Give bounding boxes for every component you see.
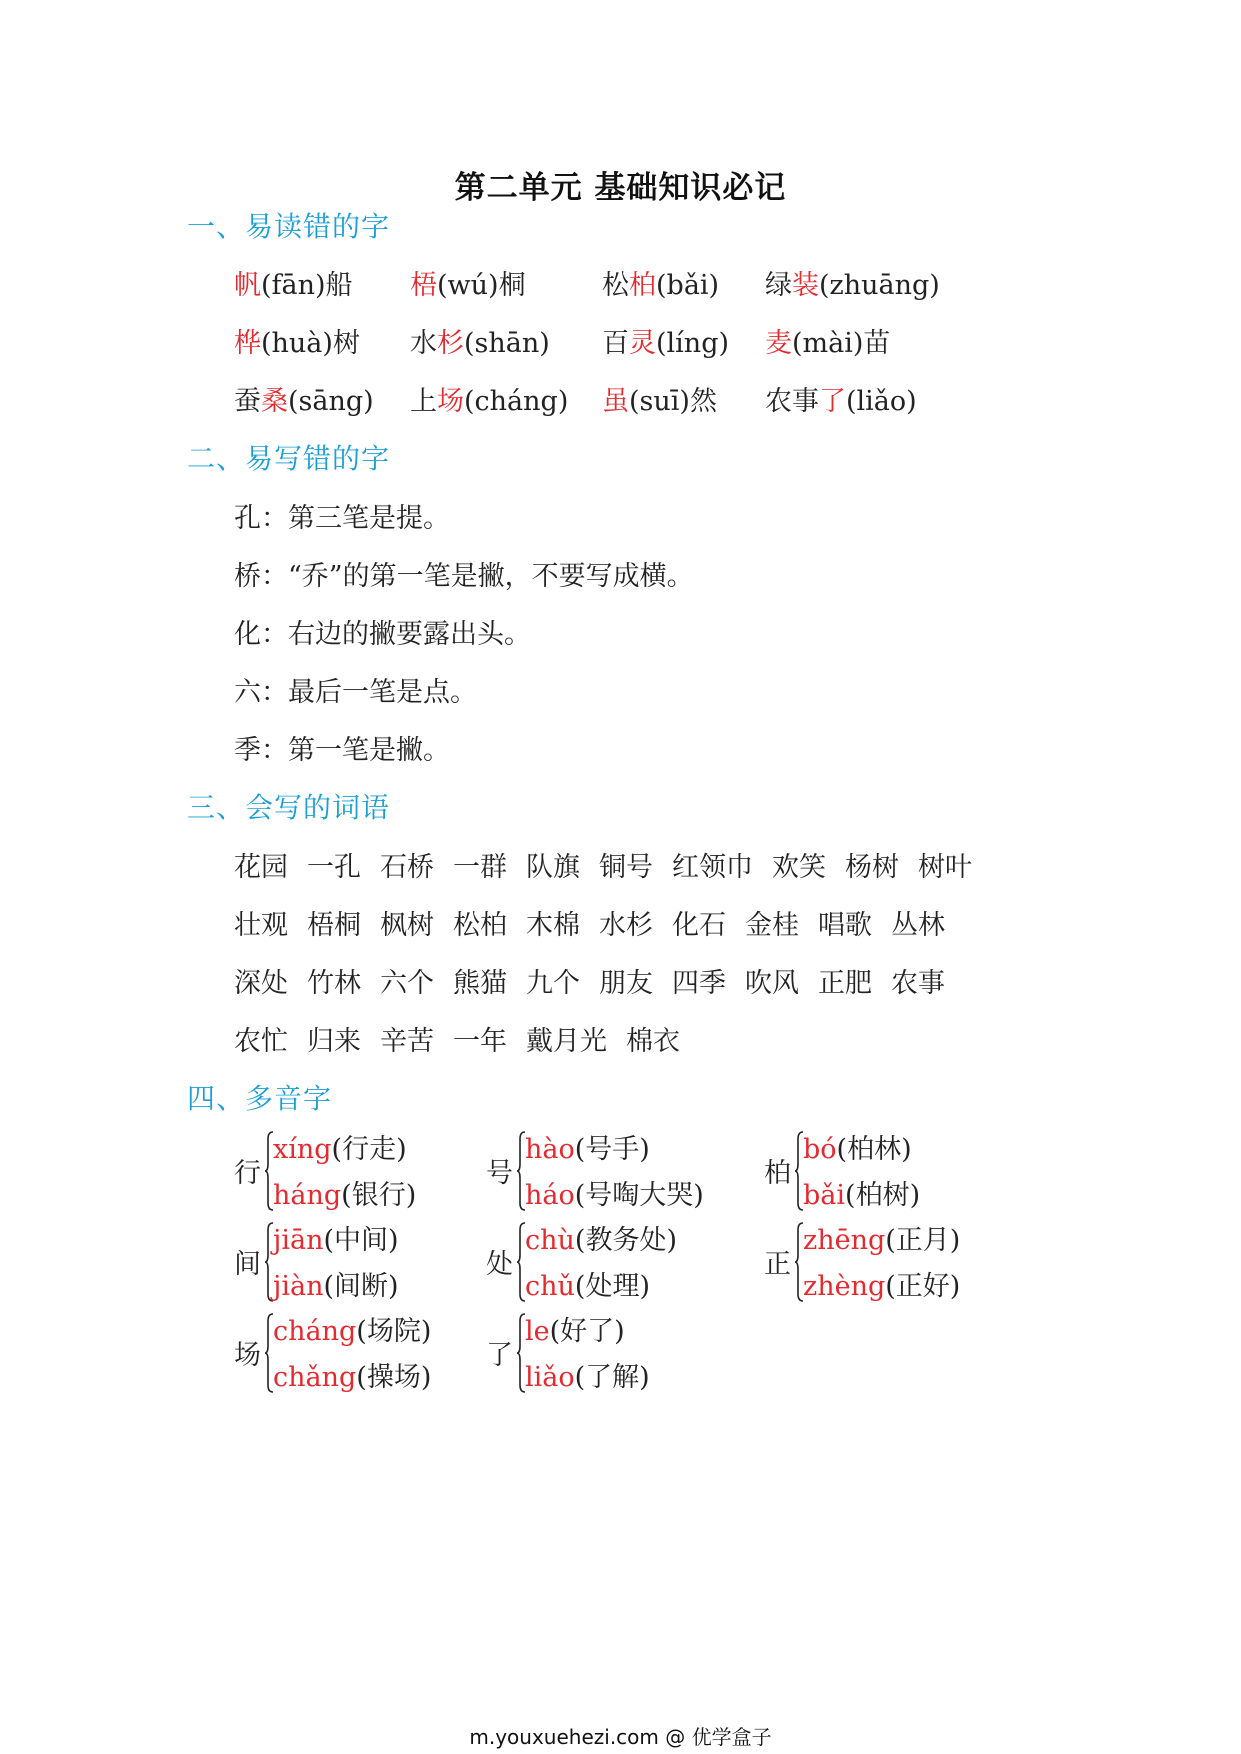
- footer-watermark: m.youxuehezi.com @ 优学盒子: [469, 1725, 772, 1749]
- word: 九个: [526, 968, 580, 999]
- polyphone-group: [486, 1218, 746, 1308]
- pinyin: háo: [525, 1180, 575, 1211]
- word-row: [234, 961, 964, 1000]
- context-text: 然: [689, 386, 717, 417]
- polyphone-reading: [803, 1218, 960, 1257]
- word: 戴月光: [526, 1026, 607, 1057]
- context-text: 苗: [863, 328, 891, 359]
- pinyin: (fān): [261, 270, 326, 301]
- highlight-char: 帆: [234, 270, 261, 301]
- highlight-char: 柏: [629, 270, 656, 301]
- context-text: 松: [602, 270, 629, 301]
- misread-item: [602, 321, 729, 360]
- polyphone-group: [234, 1127, 494, 1217]
- word: 欢笑: [772, 852, 826, 883]
- example-word: (柏林): [836, 1134, 912, 1165]
- polyphone-reading: [273, 1264, 399, 1303]
- highlight-char: 梧: [410, 270, 437, 301]
- context-text: 上: [410, 386, 437, 417]
- word: 深处: [234, 968, 288, 999]
- word: 农忙: [234, 1026, 288, 1057]
- example-word: (号啕大哭): [574, 1180, 704, 1211]
- polyphone-char: 柏: [764, 1158, 791, 1189]
- pinyin: (liǎo): [846, 386, 917, 417]
- highlight-char: 灵: [629, 328, 656, 359]
- pinyin: (wú): [437, 270, 499, 301]
- polyphone-char: 了: [486, 1340, 513, 1371]
- polyphone-reading: [273, 1355, 431, 1394]
- context-text: 船: [325, 270, 353, 301]
- word: 吹风: [745, 968, 799, 999]
- polyphone-char: 间: [234, 1249, 261, 1280]
- polyphone-char: 行: [234, 1158, 261, 1189]
- word: 红领巾: [672, 852, 753, 883]
- highlight-char: 了: [819, 386, 846, 417]
- misread-item: [234, 263, 353, 302]
- polyphone-group: [234, 1218, 494, 1308]
- example-word: (正月): [885, 1225, 961, 1256]
- pinyin: xíng: [273, 1134, 332, 1165]
- word: 一孔: [307, 852, 361, 883]
- word: 枫树: [380, 910, 434, 941]
- context-text: 百: [602, 328, 629, 359]
- pinyin: jiān: [273, 1225, 324, 1256]
- word: 队旗: [526, 852, 580, 883]
- word: 壮观: [234, 910, 288, 941]
- polyphone-reading: [273, 1309, 431, 1348]
- word-row: [234, 1019, 699, 1058]
- example-word: (好了): [549, 1316, 625, 1347]
- polyphone-char: 号: [486, 1158, 513, 1189]
- pinyin: bǎi: [803, 1180, 846, 1211]
- misread-item: [410, 321, 550, 360]
- word: 杨树: [845, 852, 899, 883]
- pinyin: (mài): [792, 328, 864, 359]
- word: 梧桐: [307, 910, 361, 941]
- context-text: 农事: [765, 386, 819, 417]
- pinyin: (huà): [261, 328, 333, 359]
- context-text: 树: [332, 328, 360, 359]
- misread-row: [0, 321, 1241, 361]
- word: 唱歌: [818, 910, 872, 941]
- pinyin: (líng): [656, 328, 730, 359]
- polyphone-reading: [803, 1127, 912, 1166]
- polyphone-reading: [803, 1264, 960, 1303]
- word: 石桥: [380, 852, 434, 883]
- polyphone-char: 处: [486, 1249, 513, 1280]
- context-text: 绿: [765, 270, 792, 301]
- pinyin: chǔ: [525, 1271, 575, 1302]
- misread-item: [410, 379, 568, 418]
- word: 辛苦: [380, 1026, 434, 1057]
- word: 木棉: [526, 910, 580, 941]
- misread-item: [765, 321, 890, 360]
- example-word: (间断): [323, 1271, 399, 1302]
- pinyin: chǎng: [273, 1362, 357, 1393]
- polyphone-group: [764, 1127, 1024, 1217]
- misread-row: [0, 263, 1241, 303]
- pinyin: (zhuāng): [819, 270, 940, 301]
- miswrite-item: 季：第一笔是撇。: [234, 735, 450, 766]
- polyphone-group: [486, 1127, 746, 1217]
- pinyin: liǎo: [525, 1362, 575, 1393]
- pinyin: hào: [525, 1134, 575, 1165]
- pinyin: (cháng): [464, 386, 569, 417]
- miswrite-item: 化：右边的撇要露出头。: [234, 619, 531, 650]
- polyphone-char: 场: [234, 1340, 261, 1371]
- highlight-char: 场: [437, 386, 464, 417]
- polyphone-reading: [525, 1355, 650, 1394]
- polyphone-reading: [525, 1264, 650, 1303]
- word: 化石: [672, 910, 726, 941]
- polyphone-reading: [525, 1173, 704, 1212]
- misread-item: [602, 379, 717, 418]
- highlight-char: 桑: [261, 386, 288, 417]
- misread-item: [602, 263, 719, 302]
- page-title: 第二单元 基础知识必记: [454, 170, 787, 206]
- misread-item: [410, 263, 526, 302]
- example-word: (处理): [574, 1271, 650, 1302]
- misread-item: [765, 379, 917, 418]
- polyphone-group: [234, 1309, 494, 1399]
- polyphone-reading: [273, 1127, 407, 1166]
- example-word: (教务处): [574, 1225, 677, 1256]
- word-row: [234, 845, 991, 884]
- word: 六个: [380, 968, 434, 999]
- misread-item: [234, 379, 374, 418]
- example-word: (正好): [885, 1271, 961, 1302]
- section-heading-polyphones: 四、多音字: [187, 1082, 333, 1115]
- word: 熊猫: [453, 968, 507, 999]
- word: 归来: [307, 1026, 361, 1057]
- context-text: 蚕: [234, 386, 261, 417]
- miswrite-item: 六：最后一笔是点。: [234, 677, 477, 708]
- polyphone-reading: [525, 1309, 625, 1348]
- pinyin: háng: [273, 1180, 342, 1211]
- polyphone-group: [486, 1309, 746, 1399]
- section-heading-misread: 一、易读错的字: [187, 210, 391, 243]
- word: 水杉: [599, 910, 653, 941]
- word: 树叶: [918, 852, 972, 883]
- polyphone-reading: [525, 1218, 677, 1257]
- highlight-char: 装: [792, 270, 819, 301]
- context-text: 水: [410, 328, 437, 359]
- miswrite-item: 孔：第三笔是提。: [234, 503, 450, 534]
- section-heading-miswrite: 二、易写错的字: [187, 442, 391, 475]
- word: 一年: [453, 1026, 507, 1057]
- example-word: (中间): [323, 1225, 399, 1256]
- word: 正肥: [818, 968, 872, 999]
- example-word: (银行): [341, 1180, 417, 1211]
- polyphone-reading: [803, 1173, 920, 1212]
- word: 四季: [672, 968, 726, 999]
- word: 一群: [453, 852, 507, 883]
- word: 朋友: [599, 968, 653, 999]
- section-heading-words: 三、会写的词语: [187, 791, 391, 824]
- pinyin: (suī): [629, 386, 690, 417]
- highlight-char: 虽: [602, 386, 629, 417]
- pinyin: le: [525, 1316, 550, 1347]
- example-word: (行走): [331, 1134, 407, 1165]
- highlight-char: 杉: [437, 328, 464, 359]
- word: 棉衣: [626, 1026, 680, 1057]
- polyphone-group: [764, 1218, 1024, 1308]
- word: 丛林: [891, 910, 945, 941]
- pinyin: zhēng: [803, 1225, 886, 1256]
- polyphone-reading: [273, 1173, 416, 1212]
- pinyin: (sāng): [288, 386, 374, 417]
- misread-item: [765, 263, 940, 302]
- pinyin: jiàn: [273, 1271, 324, 1302]
- polyphone-reading: [273, 1218, 399, 1257]
- word: 竹林: [307, 968, 361, 999]
- example-word: (场院): [356, 1316, 432, 1347]
- word: 农事: [891, 968, 945, 999]
- pinyin: bó: [803, 1134, 837, 1165]
- misread-item: [234, 321, 360, 360]
- polyphone-reading: [525, 1127, 650, 1166]
- pinyin: (shān): [464, 328, 550, 359]
- word: 金桂: [745, 910, 799, 941]
- example-word: (操场): [356, 1362, 432, 1393]
- polyphone-char: 正: [764, 1249, 791, 1280]
- pinyin: chù: [525, 1225, 575, 1256]
- pinyin: (bǎi): [656, 270, 720, 301]
- context-text: 桐: [498, 270, 526, 301]
- pinyin: zhèng: [803, 1271, 886, 1302]
- miswrite-item: 桥：“乔”的第一笔是撇，不要写成横。: [234, 561, 694, 592]
- word-row: [234, 903, 964, 942]
- highlight-char: 桦: [234, 328, 261, 359]
- word: 松柏: [453, 910, 507, 941]
- pinyin: cháng: [273, 1316, 357, 1347]
- example-word: (了解): [574, 1362, 650, 1393]
- misread-row: [0, 379, 1241, 419]
- word: 铜号: [599, 852, 653, 883]
- example-word: (柏树): [845, 1180, 921, 1211]
- highlight-char: 麦: [765, 328, 792, 359]
- example-word: (号手): [574, 1134, 650, 1165]
- word: 花园: [234, 852, 288, 883]
